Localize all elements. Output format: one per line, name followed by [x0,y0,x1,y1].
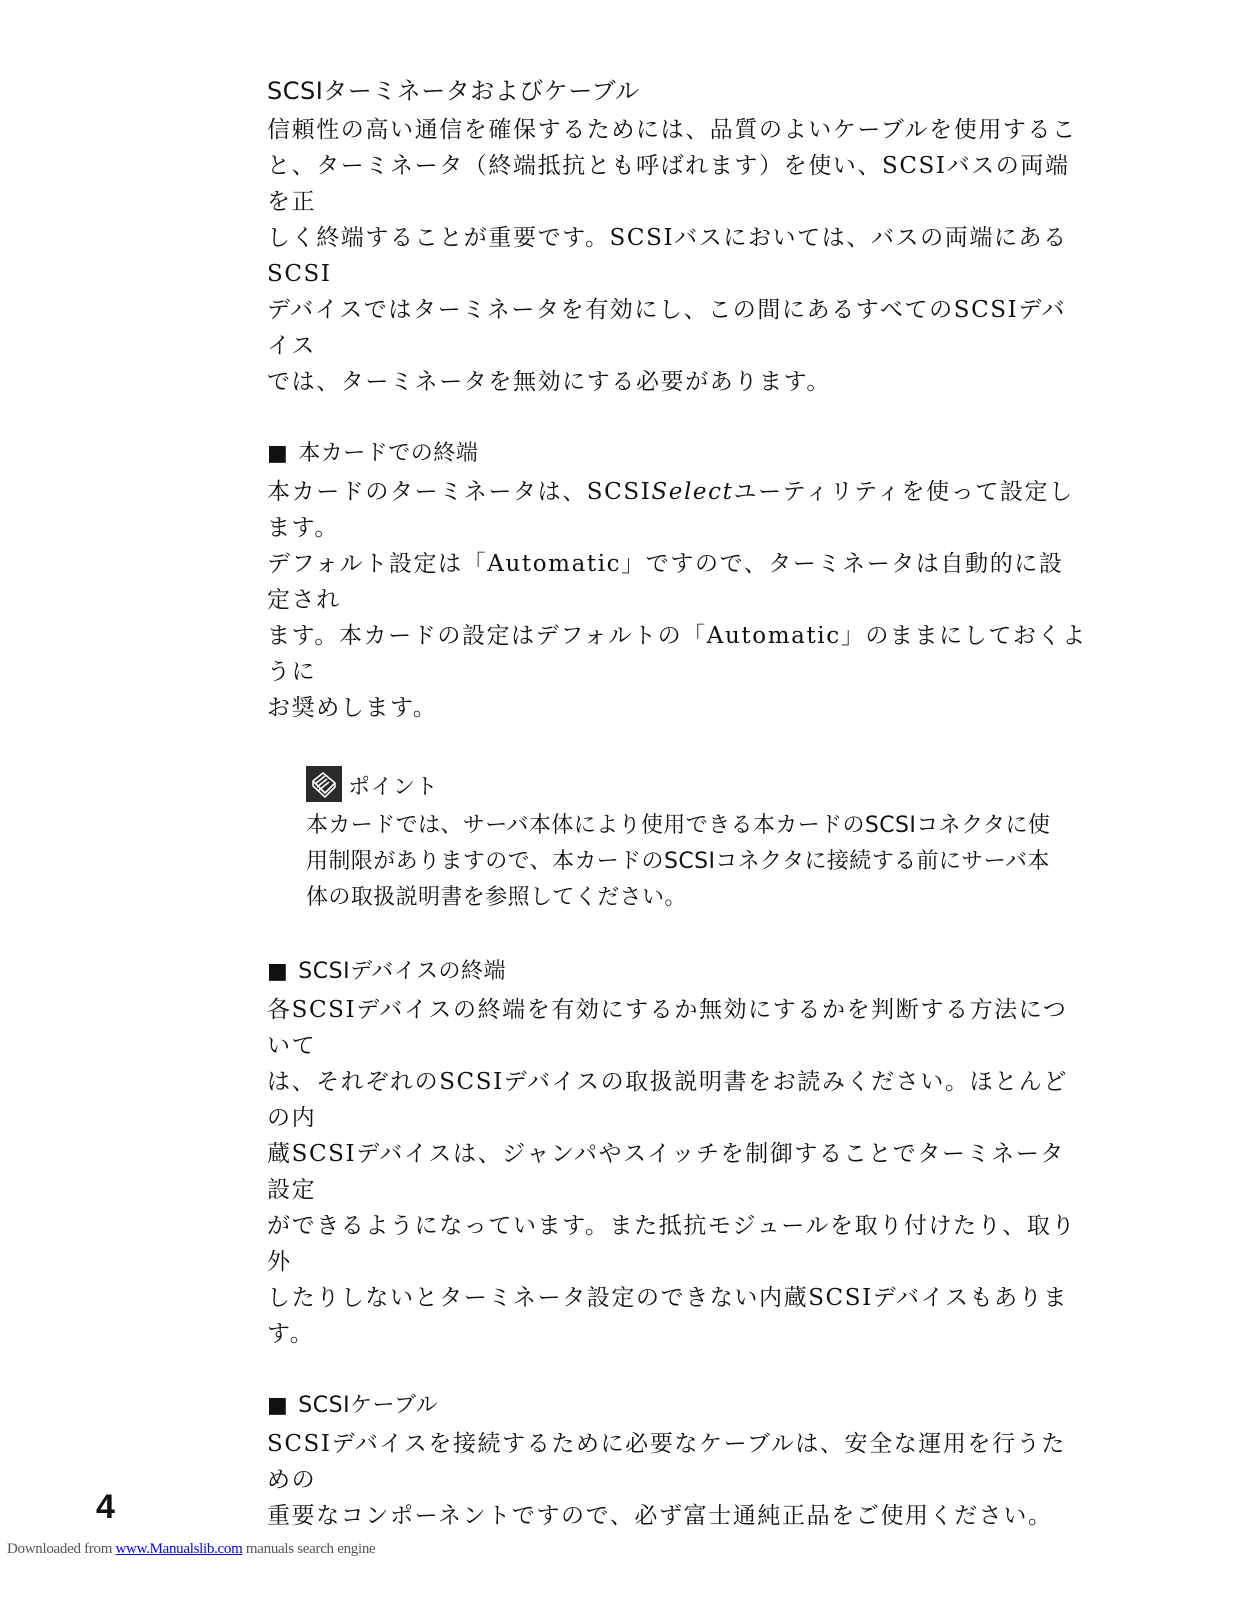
point-note [306,760,1087,916]
text-line: デフォルト設定は「Automatic」ですので、ターミネータは自動的に設定され [267,551,1064,613]
square-bullet-icon: ■ [267,441,289,466]
section-title-scsi-terminator: SCSIターミネータおよびケーブル [267,77,640,105]
text-line: 重要なコンポーネントですので、必ず富士通純正品をご使用ください。 [267,1503,1053,1529]
point-text [306,808,1086,916]
footer-download-note [7,1541,375,1558]
paragraph-intro [267,112,1087,400]
section-heading-scsi-cable [267,1390,1087,1422]
page-number: 4 [96,1488,115,1526]
text-run: ユーティリティを使って設定します。 [267,479,1074,541]
section-heading-scsi-device-termination [267,956,1087,988]
text-line: 本カードでは、サーバ本体により使用できる本カードのSCSIコネクタに使 [306,813,1051,838]
text-line: 信頼性の高い通信を確保するためには、品質のよいケーブルを使用するこ [267,117,1077,143]
text-line: お奨めします。 [267,695,438,721]
text-line: 各SCSIデバイスの終端を有効にするか無効にするかを判断する方法について [267,997,1068,1059]
footer-prefix: Downloaded from [7,1541,116,1557]
point-label: ポイント [348,775,439,800]
heading-text: 本カードでの終端 [298,441,479,466]
paragraph-scsi-device-termination [267,992,1087,1352]
text-run: 本カードのターミネータは、SCSI [267,479,652,505]
section-heading-card-termination [267,438,1087,470]
point-header [306,760,1087,802]
text-line: では、ターミネータを無効にする必要があります。 [267,369,831,395]
text-line [267,474,1087,546]
text-line: 蔵SCSIデバイスは、ジャンパやスイッチを制御することでターミネータ設定 [267,1141,1065,1203]
text-run-italic: Select [651,479,734,505]
page-content [267,74,1087,1534]
square-bullet-icon: ■ [267,1393,289,1418]
square-bullet-icon: ■ [267,959,289,984]
text-line: 用制限がありますので、本カードのSCSIコネクタに接続する前にサーバ本 [306,849,1050,874]
heading-text: SCSIデバイスの終端 [298,959,507,984]
text-line: デバイスではターミネータを有効にし、この間にあるすべてのSCSIデバイス [267,297,1067,359]
point-book-icon [306,766,342,802]
footer-suffix: manuals search engine [242,1541,376,1557]
text-line: ができるようになっています。また抵抗モジュールを取り付けたり、取り外 [267,1213,1077,1275]
paragraph-card-termination [267,474,1087,726]
text-line: 体の取扱説明書を参照してください。 [306,885,687,910]
text-line: しく終端することが重要です。SCSIバスにおいては、バスの両端にあるSCSI [267,225,1068,287]
text-line: したりしないとターミネータ設定のできない内蔵SCSIデバイスもあります。 [267,1285,1068,1347]
text-line: SCSIデバイスを接続するために必要なケーブルは、安全な運用を行うための [267,1431,1066,1493]
paragraph-scsi-cable [267,1426,1087,1534]
text-line: ます。本カードの設定はデフォルトの「Automatic」のままにしておくように [267,623,1087,685]
manualslib-link[interactable]: www.Manualslib.com [115,1541,243,1557]
heading-text: SCSIケーブル [298,1393,439,1418]
text-line: は、それぞれのSCSIデバイスの取扱説明書をお読みください。ほとんどの内 [267,1069,1068,1131]
text-line: と、ターミネータ（終端抵抗とも呼ばれます）を使い、SCSIバスの両端を正 [267,153,1070,215]
